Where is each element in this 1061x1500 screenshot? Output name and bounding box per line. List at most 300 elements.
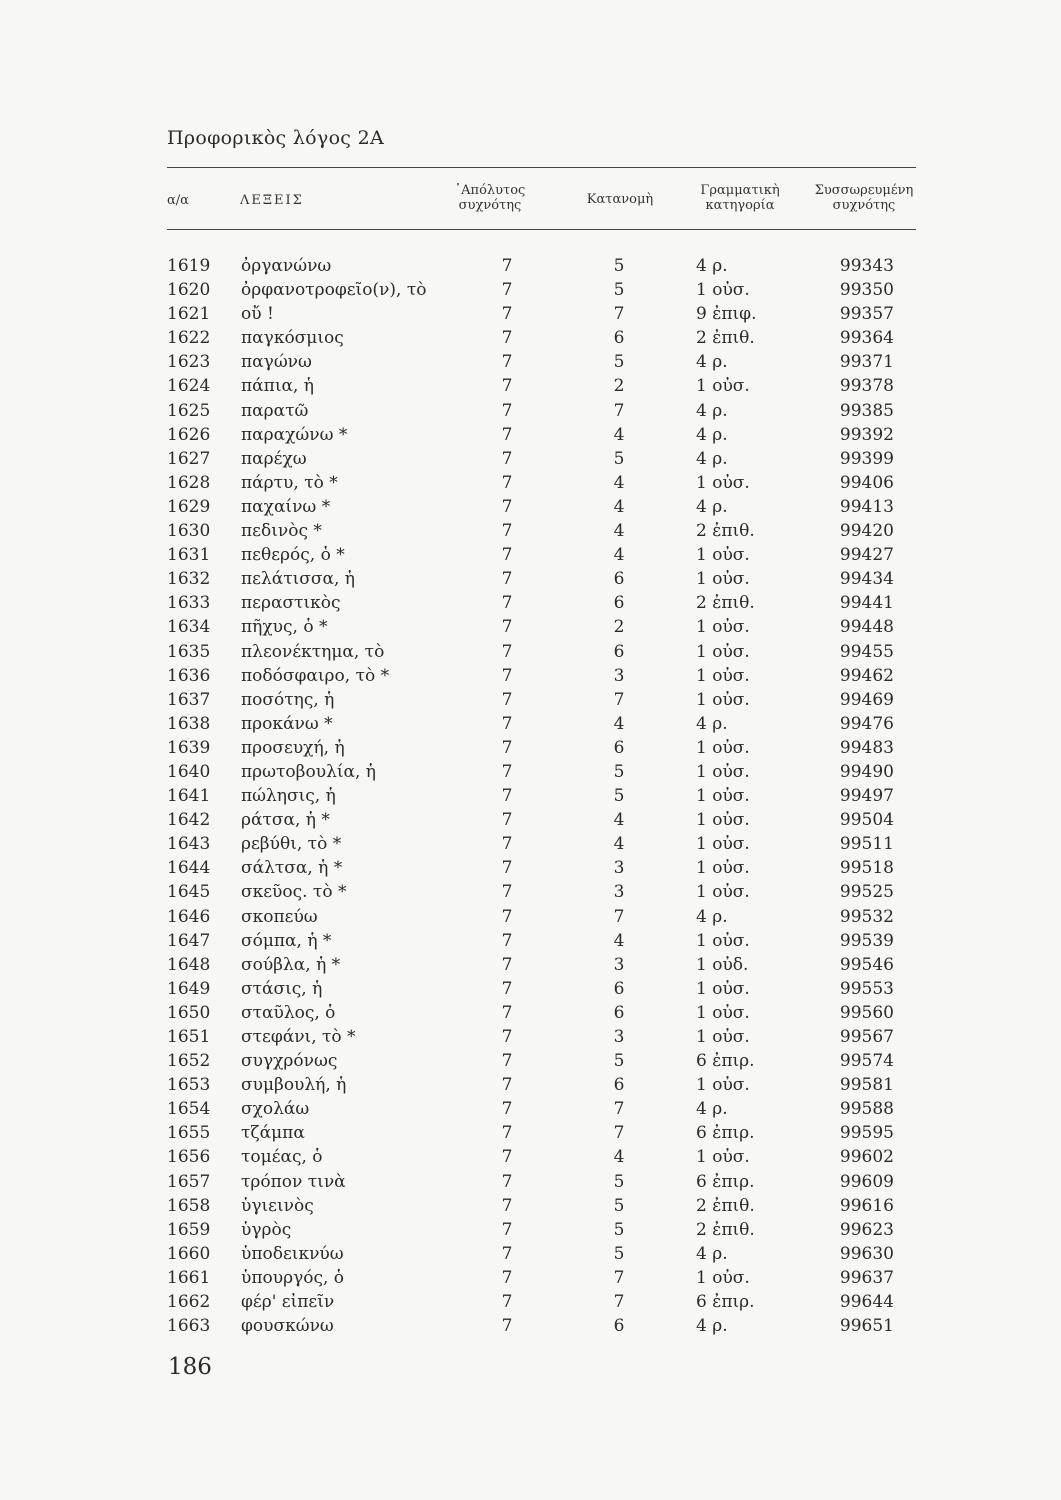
cumulative-frequency: 99497 (839, 786, 894, 807)
grammatical-category: 4 ρ. (696, 352, 728, 373)
table-row (0, 567, 1061, 591)
table-row (0, 1194, 1061, 1218)
table-row (0, 977, 1061, 1001)
cumulative-frequency: 99357 (839, 304, 894, 325)
column-header-number: α/α (167, 193, 189, 208)
grammatical-category: 6 ἐπιρ. (696, 1171, 755, 1192)
row-number: 1651 (167, 1027, 211, 1047)
absolute-frequency: 7 (501, 954, 513, 975)
cumulative-frequency: 99441 (839, 593, 894, 614)
frequency-table-body (0, 254, 1061, 1338)
table-row (0, 688, 1061, 712)
cumulative-frequency: 99476 (839, 713, 894, 734)
absolute-frequency: 7 (501, 1195, 513, 1216)
grammatical-category: 2 ἐπιθ. (696, 1219, 755, 1240)
table-row (0, 1170, 1061, 1194)
cumulative-frequency: 99350 (839, 280, 894, 301)
word: ὑγρὸς (241, 1219, 292, 1240)
row-number: 1635 (167, 641, 211, 662)
grammatical-category: 1 οὐσ. (696, 472, 750, 493)
table-row (0, 447, 1061, 471)
cumulative-frequency: 99532 (839, 906, 894, 927)
cumulative-frequency: 99427 (839, 545, 894, 566)
absolute-frequency: 7 (501, 448, 513, 469)
table-row (0, 374, 1061, 398)
row-number: 1628 (167, 472, 211, 493)
column-header-grammatical-category (685, 183, 795, 213)
row-number: 1656 (167, 1147, 211, 1168)
absolute-frequency: 7 (501, 641, 513, 662)
table-row (0, 953, 1061, 977)
absolute-frequency: 7 (501, 1243, 513, 1264)
absolute-frequency: 7 (501, 496, 513, 517)
absolute-frequency: 7 (501, 328, 513, 349)
cumulative-frequency: 99588 (839, 1099, 894, 1120)
distribution: 5 (613, 448, 625, 469)
table-row (0, 856, 1061, 880)
cumulative-frequency: 99455 (839, 641, 894, 662)
word: προσευχή, ἡ (241, 737, 345, 758)
row-number: 1659 (167, 1219, 211, 1240)
table-row (0, 1025, 1061, 1049)
word: ποσότης, ἡ (241, 689, 335, 710)
cumulative-frequency: 99399 (839, 448, 894, 469)
word: τρόπον τινὰ (241, 1171, 346, 1192)
grammatical-category: 6 ἐπιρ. (696, 1292, 755, 1313)
absolute-frequency: 7 (501, 1075, 513, 1096)
absolute-frequency: 7 (501, 1051, 513, 1072)
cumulative-frequency: 99343 (839, 256, 894, 276)
cumulative-frequency: 99546 (839, 954, 894, 975)
grammatical-category: 4 ρ. (696, 1316, 728, 1337)
grammatical-category: 1 οὐσ. (696, 858, 750, 879)
distribution: 7 (613, 1099, 625, 1120)
cumulative-frequency: 99616 (839, 1195, 894, 1216)
word: παχαίνω * (241, 496, 331, 517)
cumulative-frequency: 99518 (839, 858, 894, 879)
absolute-frequency: 7 (501, 737, 513, 758)
page-number: 186 (168, 1354, 212, 1380)
absolute-frequency: 7 (501, 1171, 513, 1192)
grammatical-category: 4 ρ. (696, 256, 728, 276)
absolute-frequency: 7 (501, 1147, 513, 1168)
absolute-frequency: 7 (501, 810, 513, 831)
grammatical-category: 1 οὐσ. (696, 978, 750, 999)
cumulative-frequency: 99595 (839, 1123, 894, 1144)
row-number: 1638 (167, 713, 211, 734)
cumulative-frequency: 99574 (839, 1051, 894, 1072)
word: ποδόσφαιρο, τὸ * (241, 665, 390, 686)
distribution: 5 (613, 1171, 625, 1192)
table-row (0, 1097, 1061, 1121)
cumulative-frequency: 99511 (839, 834, 894, 855)
table-row (0, 543, 1061, 567)
word: τζάμπα (241, 1123, 305, 1144)
distribution: 3 (613, 954, 625, 975)
absolute-frequency: 7 (501, 256, 513, 276)
word: πάρτυ, τὸ * (241, 472, 338, 493)
absolute-frequency: 7 (501, 1002, 513, 1023)
row-number: 1661 (167, 1267, 211, 1288)
word: φέρ' εἰπεῖν (241, 1292, 335, 1313)
row-number: 1625 (167, 400, 211, 421)
cumulative-frequency: 99637 (839, 1267, 894, 1288)
distribution: 7 (613, 689, 625, 710)
word: σχολάω (241, 1099, 310, 1120)
cumulative-frequency: 99539 (839, 930, 894, 951)
table-row (0, 880, 1061, 904)
distribution: 4 (613, 930, 625, 951)
row-number: 1641 (167, 786, 211, 807)
column-header-absolute-line2: συχνότης (458, 198, 522, 213)
table-row (0, 519, 1061, 543)
distribution: 6 (613, 1316, 625, 1337)
row-number: 1631 (167, 545, 211, 566)
absolute-frequency: 7 (501, 400, 513, 421)
cumulative-frequency: 99385 (839, 400, 894, 421)
table-row (0, 784, 1061, 808)
grammatical-category: 1 οὐσ. (696, 930, 750, 951)
column-header-distribution: Κατανομὴ (586, 192, 654, 207)
absolute-frequency: 7 (501, 978, 513, 999)
table-row (0, 423, 1061, 447)
word: πῆχυς, ὁ * (241, 617, 328, 638)
distribution: 6 (613, 569, 625, 590)
column-header-grammatical-line1: Γραμματικὴ (700, 183, 780, 198)
word: σάλτσα, ἡ * (241, 858, 343, 879)
cumulative-frequency: 99630 (839, 1243, 894, 1264)
cumulative-frequency: 99448 (839, 617, 894, 638)
distribution: 3 (613, 858, 625, 879)
row-number: 1647 (167, 930, 211, 951)
cumulative-frequency: 99420 (839, 521, 894, 542)
distribution: 3 (613, 665, 625, 686)
header-top-rule (167, 167, 916, 168)
cumulative-frequency: 99581 (839, 1075, 894, 1096)
word: στάσις, ἡ (241, 978, 323, 999)
distribution: 4 (613, 472, 625, 493)
distribution: 6 (613, 1002, 625, 1023)
row-number: 1653 (167, 1075, 211, 1096)
column-header-absolute-line1: ᾿Απόλυτος (454, 183, 526, 198)
cumulative-frequency: 99644 (839, 1292, 894, 1313)
distribution: 4 (613, 545, 625, 566)
grammatical-category: 4 ρ. (696, 1099, 728, 1120)
distribution: 5 (613, 1051, 625, 1072)
distribution: 3 (613, 882, 625, 903)
word: σταῦλος, ὁ (241, 1002, 336, 1023)
word: παγκόσμιος (241, 328, 344, 349)
row-number: 1629 (167, 496, 211, 517)
cumulative-frequency: 99392 (839, 424, 894, 445)
absolute-frequency: 7 (501, 665, 513, 686)
row-number: 1621 (167, 304, 211, 325)
table-row (0, 832, 1061, 856)
table-row (0, 471, 1061, 495)
word: προκάνω * (241, 713, 333, 734)
absolute-frequency: 7 (501, 1316, 513, 1337)
column-header-cumulative-line1: Συσσωρευμένη (814, 183, 914, 198)
cumulative-frequency: 99504 (839, 810, 894, 831)
row-number: 1642 (167, 810, 211, 831)
table-row (0, 1073, 1061, 1097)
distribution: 4 (613, 424, 625, 445)
grammatical-category: 4 ρ. (696, 496, 728, 517)
absolute-frequency: 7 (501, 761, 513, 782)
grammatical-category: 1 οὐσ. (696, 665, 750, 686)
row-number: 1640 (167, 761, 211, 782)
distribution: 5 (613, 761, 625, 782)
absolute-frequency: 7 (501, 593, 513, 614)
grammatical-category: 1 οὐσ. (696, 834, 750, 855)
cumulative-frequency: 99560 (839, 1002, 894, 1023)
grammatical-category: 1 οὐσ. (696, 617, 750, 638)
distribution: 7 (613, 1267, 625, 1288)
row-number: 1620 (167, 280, 211, 301)
distribution: 7 (613, 906, 625, 927)
row-number: 1648 (167, 954, 211, 975)
row-number: 1627 (167, 448, 211, 469)
table-row (0, 1145, 1061, 1169)
word: πρωτοβουλία, ἡ (241, 761, 376, 782)
word: φουσκώνω (241, 1316, 334, 1337)
grammatical-category: 1 οὐσ. (696, 1002, 750, 1023)
word: σούβλα, ἡ * (241, 954, 341, 975)
distribution: 2 (613, 617, 625, 638)
cumulative-frequency: 99553 (839, 978, 894, 999)
word: σκοπεύω (241, 906, 318, 927)
absolute-frequency: 7 (501, 545, 513, 566)
distribution: 6 (613, 978, 625, 999)
row-number: 1654 (167, 1099, 211, 1120)
distribution: 7 (613, 304, 625, 325)
grammatical-category: 1 οὐσ. (696, 761, 750, 782)
distribution: 7 (613, 1292, 625, 1313)
absolute-frequency: 7 (501, 858, 513, 879)
row-number: 1633 (167, 593, 211, 614)
row-number: 1662 (167, 1292, 211, 1313)
table-row (0, 326, 1061, 350)
absolute-frequency: 7 (501, 1123, 513, 1144)
distribution: 4 (613, 713, 625, 734)
word: πεδινὸς * (241, 521, 322, 542)
grammatical-category: 2 ἐπιθ. (696, 1195, 755, 1216)
distribution: 6 (613, 737, 625, 758)
grammatical-category: 2 ἐπιθ. (696, 593, 755, 614)
table-row (0, 808, 1061, 832)
cumulative-frequency: 99413 (839, 496, 894, 517)
table-row (0, 1218, 1061, 1242)
word: ὑποδεικνύω (241, 1243, 344, 1264)
absolute-frequency: 7 (501, 1292, 513, 1313)
word: παγώνω (241, 352, 312, 373)
grammatical-category: 2 ἐπιθ. (696, 328, 755, 349)
grammatical-category: 1 οὐσ. (696, 737, 750, 758)
row-number: 1626 (167, 424, 211, 445)
word: οὔ ! (241, 304, 274, 325)
cumulative-frequency: 99483 (839, 737, 894, 758)
table-row (0, 1290, 1061, 1314)
distribution: 4 (613, 496, 625, 517)
cumulative-frequency: 99490 (839, 761, 894, 782)
word: ὀργανώνω (241, 256, 332, 276)
word: παραχώνω * (241, 424, 348, 445)
grammatical-category: 1 οὐσ. (696, 689, 750, 710)
row-number: 1637 (167, 689, 211, 710)
row-number: 1639 (167, 737, 211, 758)
word: ὑπουργός, ὁ (241, 1267, 345, 1288)
distribution: 6 (613, 1075, 625, 1096)
row-number: 1636 (167, 665, 211, 686)
row-number: 1650 (167, 1002, 211, 1023)
word: στεφάνι, τὸ * (241, 1027, 356, 1047)
absolute-frequency: 7 (501, 930, 513, 951)
column-header-grammatical-line2: κατηγορία (705, 198, 775, 213)
absolute-frequency: 7 (501, 786, 513, 807)
header-bottom-rule (167, 229, 916, 230)
grammatical-category: 1 οὐσ. (696, 545, 750, 566)
grammatical-category: 4 ρ. (696, 424, 728, 445)
grammatical-category: 6 ἐπιρ. (696, 1123, 755, 1144)
word: παρατῶ (241, 400, 309, 421)
distribution: 5 (613, 256, 625, 276)
grammatical-category: 1 οὐσ. (696, 569, 750, 590)
row-number: 1645 (167, 882, 211, 903)
distribution: 5 (613, 1219, 625, 1240)
table-row (0, 302, 1061, 326)
table-row (0, 399, 1061, 423)
distribution: 5 (613, 1195, 625, 1216)
grammatical-category: 1 οὐσ. (696, 280, 750, 301)
table-row (0, 905, 1061, 929)
row-number: 1643 (167, 834, 211, 855)
absolute-frequency: 7 (501, 689, 513, 710)
row-number: 1634 (167, 617, 211, 638)
row-number: 1652 (167, 1051, 211, 1072)
column-header-cumulative-frequency (806, 183, 922, 213)
grammatical-category: 2 ἐπιθ. (696, 521, 755, 542)
table-row (0, 1121, 1061, 1145)
cumulative-frequency: 99651 (839, 1316, 894, 1337)
grammatical-category: 1 οὐσ. (696, 1075, 750, 1096)
distribution: 4 (613, 834, 625, 855)
table-row (0, 591, 1061, 615)
grammatical-category: 9 ἐπιφ. (696, 304, 757, 325)
grammatical-category: 1 οὐδ. (696, 954, 749, 975)
word: πελάτισσα, ἡ (241, 569, 355, 590)
absolute-frequency: 7 (501, 617, 513, 638)
table-row (0, 1242, 1061, 1266)
distribution: 5 (613, 352, 625, 373)
row-number: 1663 (167, 1316, 211, 1337)
absolute-frequency: 7 (501, 1027, 513, 1047)
absolute-frequency: 7 (501, 713, 513, 734)
table-row (0, 1001, 1061, 1025)
absolute-frequency: 7 (501, 569, 513, 590)
cumulative-frequency: 99462 (839, 665, 894, 686)
row-number: 1644 (167, 858, 211, 879)
cumulative-frequency: 99602 (839, 1147, 894, 1168)
word: τομέας, ὁ (241, 1147, 323, 1168)
row-number: 1660 (167, 1243, 211, 1264)
word: σόμπα, ἡ * (241, 930, 332, 951)
distribution: 5 (613, 280, 625, 301)
row-number: 1657 (167, 1171, 211, 1192)
grammatical-category: 4 ρ. (696, 713, 728, 734)
absolute-frequency: 7 (501, 906, 513, 927)
word: πάπια, ἡ (241, 376, 314, 397)
table-row (0, 664, 1061, 688)
column-header-absolute-frequency (440, 183, 540, 213)
distribution: 5 (613, 1243, 625, 1264)
absolute-frequency: 7 (501, 882, 513, 903)
word: ρεβύθι, τὸ * (241, 834, 342, 855)
cumulative-frequency: 99378 (839, 376, 894, 397)
grammatical-category: 4 ρ. (696, 906, 728, 927)
grammatical-category: 1 οὐσ. (696, 810, 750, 831)
absolute-frequency: 7 (501, 280, 513, 301)
row-number: 1624 (167, 376, 211, 397)
table-row (0, 736, 1061, 760)
distribution: 7 (613, 1123, 625, 1144)
row-number: 1658 (167, 1195, 211, 1216)
table-row (0, 712, 1061, 736)
distribution: 4 (613, 1147, 625, 1168)
word: συμβουλή, ἡ (241, 1075, 347, 1096)
grammatical-category: 1 οὐσ. (696, 641, 750, 662)
distribution: 7 (613, 400, 625, 421)
grammatical-category: 1 οὐσ. (696, 1147, 750, 1168)
table-row (0, 1266, 1061, 1290)
word: παρέχω (241, 448, 307, 469)
running-head: Προφορικὸς λόγος 2Α (167, 127, 385, 149)
grammatical-category: 1 οὐσ. (696, 882, 750, 903)
absolute-frequency: 7 (501, 376, 513, 397)
row-number: 1646 (167, 906, 211, 927)
row-number: 1630 (167, 521, 211, 542)
table-row (0, 1314, 1061, 1338)
row-number: 1655 (167, 1123, 211, 1144)
absolute-frequency: 7 (501, 834, 513, 855)
grammatical-category: 4 ρ. (696, 448, 728, 469)
distribution: 5 (613, 786, 625, 807)
cumulative-frequency: 99364 (839, 328, 894, 349)
cumulative-frequency: 99567 (839, 1027, 894, 1047)
column-header-words: ΛΕΞΕΙΣ (240, 193, 304, 208)
absolute-frequency: 7 (501, 424, 513, 445)
word: ὀρφανοτροφεῖο(ν), τὸ (241, 280, 427, 301)
table-row (0, 615, 1061, 639)
word: ὑγιεινὸς (241, 1195, 314, 1216)
word: πλεονέκτημα, τὸ (241, 641, 385, 662)
cumulative-frequency: 99406 (839, 472, 894, 493)
absolute-frequency: 7 (501, 1099, 513, 1120)
table-row (0, 1049, 1061, 1073)
distribution: 6 (613, 593, 625, 614)
table-row (0, 640, 1061, 664)
absolute-frequency: 7 (501, 521, 513, 542)
grammatical-category: 1 οὐσ. (696, 1267, 750, 1288)
word: πώλησις, ἡ (241, 786, 336, 807)
absolute-frequency: 7 (501, 1267, 513, 1288)
row-number: 1623 (167, 352, 211, 373)
row-number: 1619 (167, 256, 211, 276)
distribution: 4 (613, 810, 625, 831)
grammatical-category: 1 οὐσ. (696, 1027, 750, 1047)
distribution: 6 (613, 328, 625, 349)
word: πεθερός, ὁ * (241, 545, 345, 566)
word: ράτσα, ἡ * (241, 810, 330, 831)
